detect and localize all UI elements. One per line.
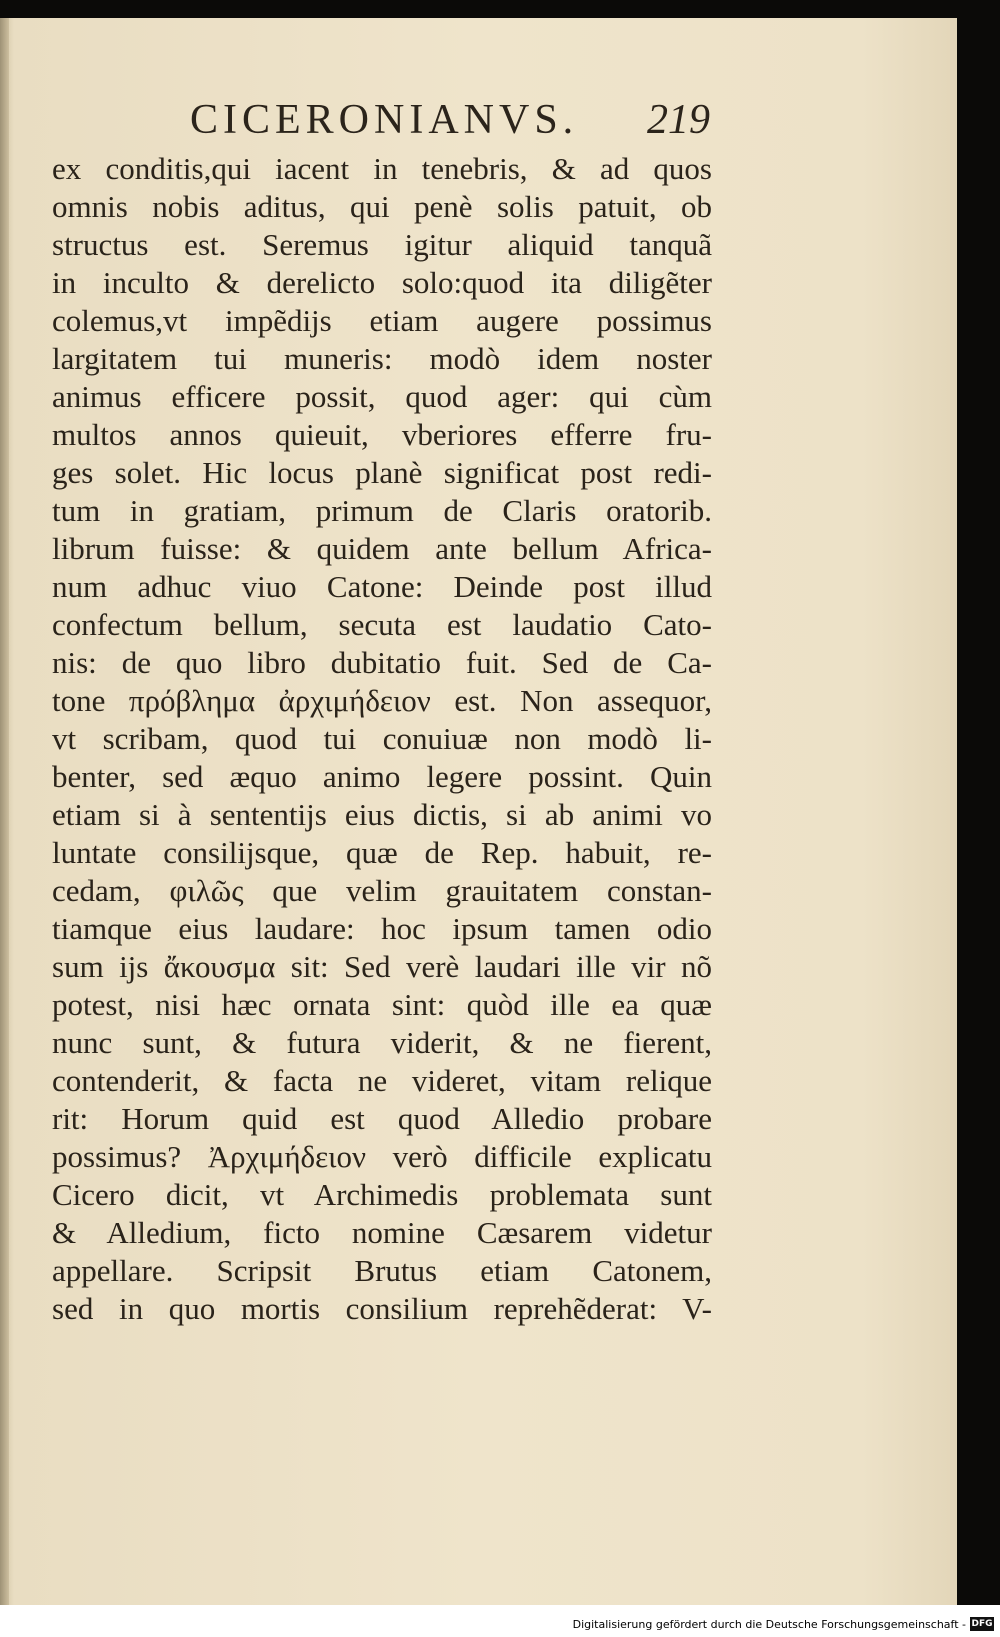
text-line: nis: de quo libro dubitatio fuit. Sed de Ca- — [52, 645, 712, 680]
body-text — [52, 150, 712, 1328]
text-line: nunc sunt, & futura viderit, & ne fierent, — [52, 1025, 712, 1060]
text-line: luntate consilijsque, quæ de Rep. habuit, re- — [52, 835, 712, 870]
text-line: librum fuisse: & quidem ante bellum Africa- — [52, 531, 712, 566]
funding-credit: Digitalisierung gefördert durch die Deutsche Forschungsgemeinschaft - — [572, 1618, 966, 1631]
text-line: etiam si à sententijs eius dictis, si ab animi vo — [52, 797, 712, 832]
text-line: appellare. Scripsit Brutus etiam Catonem, — [52, 1253, 712, 1288]
text-line: potest, nisi hæc ornata sint: quòd ille ea quæ — [52, 987, 712, 1022]
text-line: largitatem tui muneris: modò idem noster — [52, 341, 712, 376]
text-line: colemus,vt impẽdijs etiam augere possimus — [52, 303, 712, 338]
text-line: cedam, φιλῶς que velim grauitatem constan- — [52, 873, 712, 908]
running-head — [190, 92, 710, 148]
text-line: & Alledium, ficto nomine Cæsarem videtur — [52, 1215, 712, 1250]
scan-right-border — [957, 0, 1000, 1605]
text-line: Cicero dicit, vt Archimedis problemata sunt — [52, 1177, 712, 1212]
text-line: animus efficere possit, quod ager: qui cùm — [52, 379, 712, 414]
text-line: possimus? Ἀρχιμήδειον verò difficile explicatu — [52, 1139, 712, 1174]
text-line: ex conditis,qui iacent in tenebris, & ad quos — [52, 151, 712, 186]
text-line: omnis nobis aditus, qui penè solis patuit, ob — [52, 189, 712, 224]
text-line: tone πρόβλημα ἀρχιμήδειον est. Non assequor, — [52, 683, 712, 718]
text-line: ges solet. Hic locus planè significat post redi- — [52, 455, 712, 490]
page-gutter-edge — [0, 18, 9, 1605]
text-line: benter, sed æquo animo legere possint. Quin — [52, 759, 712, 794]
text-line: rit: Horum quid est quod Alledio probare — [52, 1101, 712, 1136]
text-line: vt scribam, quod tui conuiuæ non modò li- — [52, 721, 712, 756]
text-line: structus est. Seremus igitur aliquid tanquã — [52, 227, 712, 262]
text-line: in inculto & derelicto solo:quod ita diligẽter — [52, 265, 712, 300]
page-number: 219 — [647, 97, 710, 143]
text-line: multos annos quieuit, vberiores efferre fru- — [52, 417, 712, 452]
running-title: CICERONIANVS. — [190, 97, 579, 143]
dfg-logo-icon: DFG — [971, 1619, 993, 1629]
text-line: tiamque eius laudare: hoc ipsum tamen odio — [52, 911, 712, 946]
text-line: tum in gratiam, primum de Claris oratorib. — [52, 493, 712, 528]
text-line: confectum bellum, secuta est laudatio Cato- — [52, 607, 712, 642]
text-line: sed in quo mortis consilium reprehẽderat: V- — [52, 1291, 712, 1326]
text-line: num adhuc viuo Catone: Deinde post illud — [52, 569, 712, 604]
text-line: sum ijs ἄκουσμα sit: Sed verè laudari ille vir nõ — [52, 949, 712, 984]
text-line: contenderit, & facta ne videret, vitam relique — [52, 1063, 712, 1098]
